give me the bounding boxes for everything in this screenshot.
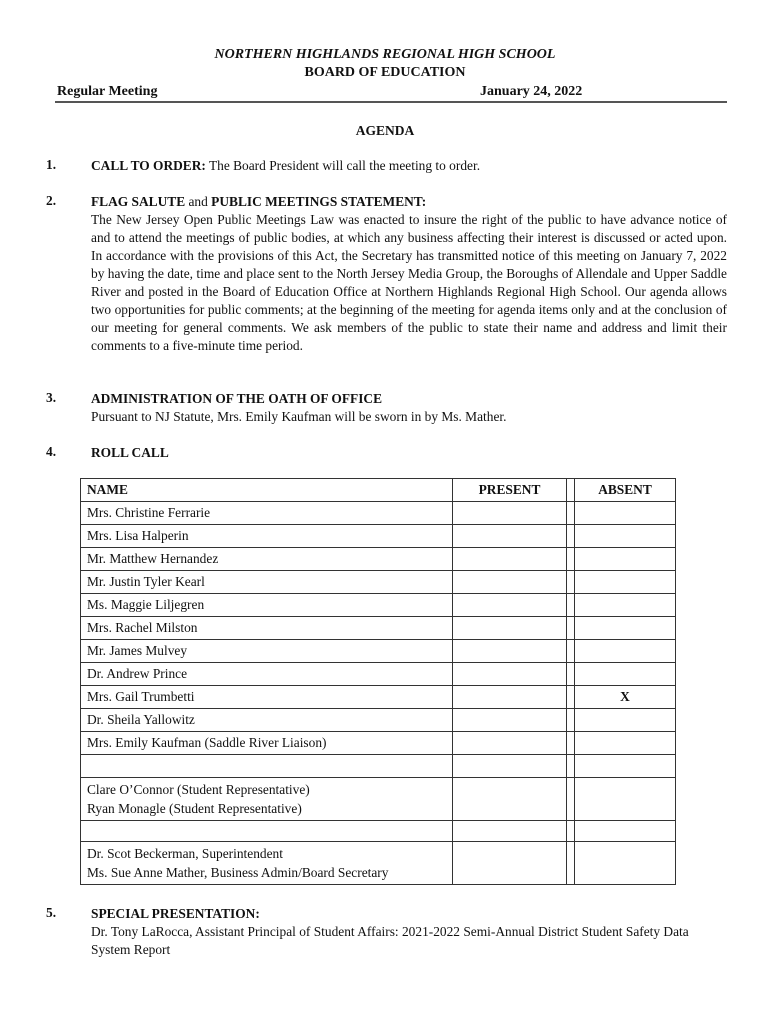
header-absent: ABSENT xyxy=(575,479,676,502)
table-row xyxy=(81,594,676,617)
admin-name: Dr. Scot Beckerman, Superintendent xyxy=(87,846,283,861)
present-cell xyxy=(453,663,567,686)
member-name: Mrs. Christine Ferrarie xyxy=(81,502,453,525)
table-row xyxy=(81,502,676,525)
item-1-number: 1. xyxy=(46,157,57,172)
meeting-type: Regular Meeting xyxy=(57,84,158,99)
gap-cell xyxy=(567,732,575,755)
gap-cell xyxy=(567,709,575,732)
table-row xyxy=(81,617,676,640)
gap-cell xyxy=(567,821,575,842)
present-cell xyxy=(453,640,567,663)
board-name: BOARD OF EDUCATION xyxy=(304,65,466,80)
roll-call-table xyxy=(80,478,676,885)
students-cell xyxy=(81,778,453,821)
item-2-title-a: FLAG SALUTE xyxy=(91,194,186,209)
gap-cell xyxy=(567,686,575,709)
present-cell xyxy=(453,502,567,525)
absent-cell xyxy=(575,548,676,571)
table-row xyxy=(81,571,676,594)
gap-cell xyxy=(567,502,575,525)
present-cell xyxy=(453,821,567,842)
member-name: Ms. Maggie Liljegren xyxy=(81,594,453,617)
table-row xyxy=(81,525,676,548)
item-1-title: CALL TO ORDER: xyxy=(91,158,206,173)
present-cell xyxy=(453,594,567,617)
item-3-number: 3. xyxy=(46,390,57,405)
present-cell xyxy=(453,755,567,778)
absent-cell xyxy=(575,525,676,548)
item-3-title: ADMINISTRATION OF THE OATH OF OFFICE xyxy=(91,391,383,406)
present-cell xyxy=(453,686,567,709)
present-cell xyxy=(453,525,567,548)
absent-cell xyxy=(575,502,676,525)
present-cell xyxy=(453,709,567,732)
meeting-date: January 24, 2022 xyxy=(480,84,583,99)
gap-cell xyxy=(567,617,575,640)
student-rep: Clare O’Connor (Student Representative) xyxy=(87,782,310,797)
absent-cell xyxy=(575,821,676,842)
header-present: PRESENT xyxy=(453,479,567,502)
item-2-number: 2. xyxy=(46,193,57,208)
item-2-title-b: PUBLIC MEETINGS STATEMENT: xyxy=(211,194,427,209)
member-name: Mr. James Mulvey xyxy=(81,640,453,663)
table-row xyxy=(81,548,676,571)
admin-row xyxy=(81,842,676,885)
member-name: Mrs. Lisa Halperin xyxy=(81,525,453,548)
table-row xyxy=(81,755,676,778)
member-name: Mr. Justin Tyler Kearl xyxy=(81,571,453,594)
present-cell xyxy=(453,571,567,594)
item-5-number: 5. xyxy=(46,905,57,920)
member-name: Mrs. Emily Kaufman (Saddle River Liaison) xyxy=(81,732,453,755)
table-row xyxy=(81,732,676,755)
member-name: Mr. Matthew Hernandez xyxy=(81,548,453,571)
gap-cell xyxy=(567,842,575,885)
item-2-text: The New Jersey Open Public Meetings Law was enacted to insure the right of the public to have advance notice of and to attend the meetings of public bodies, at which any business affecting their interest is discussed or acted upon. In accordance with the provisions of this Act, the Secretary has transmitted notice of this meeting on January 7, 2022 by having the date, time and place sent to the North Jersey Media Group, the Boroughs of Allendale and Upper Saddle River and posted in the Board of Education Office at Northern Highlands Regional High School. Our agenda allows two opportunities for public comments; at the beginning of the meeting for agenda items only and at the conclusion of our meeting for general comments. We ask members of the public to state their name and address and limit their comments to a five-minute time period. xyxy=(91,212,727,353)
gap-cell xyxy=(567,479,575,502)
item-1-text: The Board President will call the meeting to order. xyxy=(205,158,481,173)
item-3-text: Pursuant to NJ Statute, Mrs. Emily Kaufman will be sworn in by Ms. Mather. xyxy=(91,409,507,424)
table-row xyxy=(81,663,676,686)
absent-cell xyxy=(575,617,676,640)
absent-cell: X xyxy=(575,686,676,709)
gap-cell xyxy=(567,571,575,594)
absent-cell xyxy=(575,732,676,755)
absent-cell xyxy=(575,778,676,821)
absent-cell xyxy=(575,571,676,594)
absent-cell xyxy=(575,709,676,732)
member-name: Dr. Andrew Prince xyxy=(81,663,453,686)
agenda-title: AGENDA xyxy=(355,123,415,138)
header-name: NAME xyxy=(81,479,453,502)
school-name: NORTHERN HIGHLANDS REGIONAL HIGH SCHOOL xyxy=(214,47,556,62)
member-name: Dr. Sheila Yallowitz xyxy=(81,709,453,732)
item-2-title-and: and xyxy=(185,194,212,209)
member-name: Mrs. Gail Trumbetti xyxy=(81,686,453,709)
gap-cell xyxy=(567,663,575,686)
gap-cell xyxy=(567,594,575,617)
admin-cell xyxy=(81,842,453,885)
present-cell xyxy=(453,842,567,885)
present-cell xyxy=(453,732,567,755)
student-rep: Ryan Monagle (Student Representative) xyxy=(87,801,302,816)
item-4-title: ROLL CALL xyxy=(91,445,169,460)
absent-cell xyxy=(575,663,676,686)
absent-cell xyxy=(575,755,676,778)
member-name xyxy=(81,755,453,778)
present-cell xyxy=(453,617,567,640)
present-cell xyxy=(453,548,567,571)
gap-cell xyxy=(567,778,575,821)
item-4-number: 4. xyxy=(46,444,57,459)
table-row xyxy=(81,686,676,709)
absent-cell xyxy=(575,594,676,617)
item-5-title: SPECIAL PRESENTATION: xyxy=(91,906,260,921)
students-row xyxy=(81,778,676,821)
absent-cell xyxy=(575,640,676,663)
gap-cell xyxy=(567,640,575,663)
table-row xyxy=(81,709,676,732)
item-1 xyxy=(91,157,727,175)
blank-cell xyxy=(81,821,453,842)
present-cell xyxy=(453,778,567,821)
member-name: Mrs. Rachel Milston xyxy=(81,617,453,640)
table-row xyxy=(81,640,676,663)
roll-header-row xyxy=(81,479,676,502)
admin-name: Ms. Sue Anne Mather, Business Admin/Board Secretary xyxy=(87,865,389,880)
gap-cell xyxy=(567,548,575,571)
absent-cell xyxy=(575,842,676,885)
item-3 xyxy=(91,390,727,426)
item-5-text: Dr. Tony LaRocca, Assistant Principal of Student Affairs: 2021-2022 Semi-Annual District Student Safety Data System Report xyxy=(91,924,689,957)
header-divider xyxy=(55,101,727,103)
gap-cell xyxy=(567,525,575,548)
blank-row xyxy=(81,821,676,842)
item-2 xyxy=(91,193,727,355)
gap-cell xyxy=(567,755,575,778)
item-5 xyxy=(91,905,727,959)
